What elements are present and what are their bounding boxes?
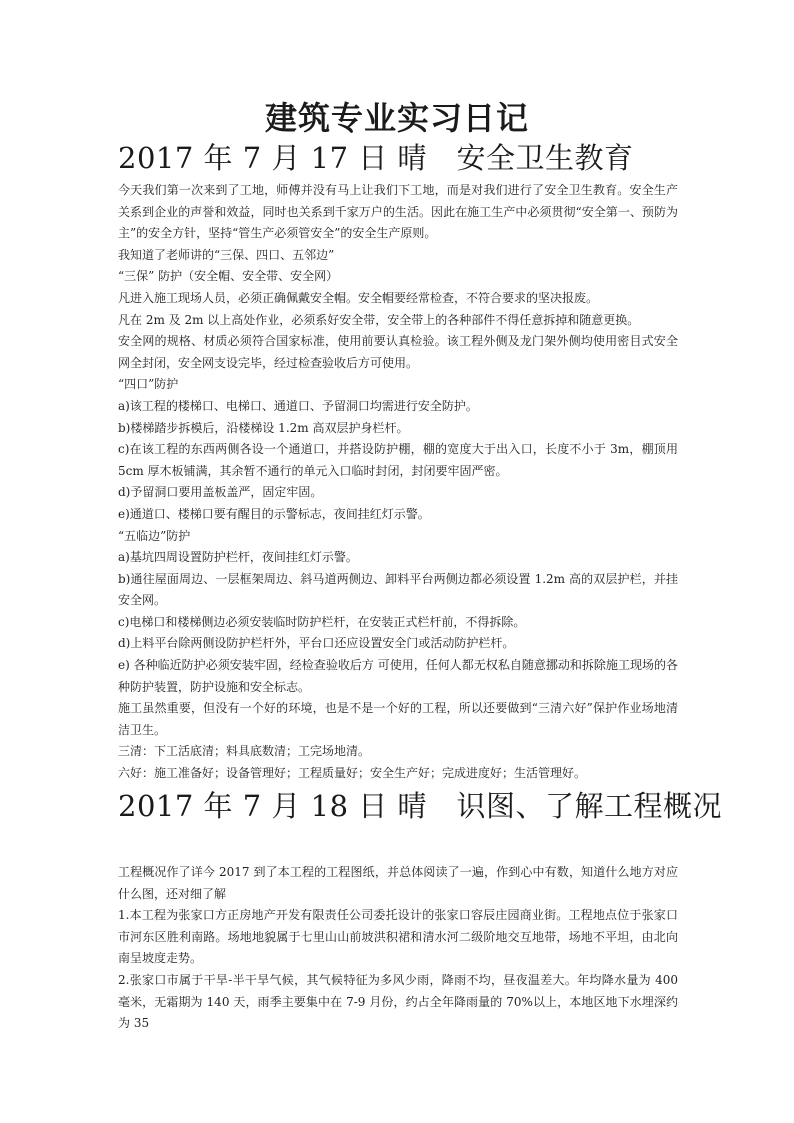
document-title: 建筑专业实习日记 (264, 99, 529, 137)
paragraph: 2.张家口市属于干旱-半干旱气候，其气候特征为多风少雨，降雨不均，昼夜温差大。年均降水量为 400 毫米，无霜期为 140 天，雨季主要集中在 7-9 月份，约占全年降雨量的 70%以上，本地区地下水埋深约为 35 (118, 972, 678, 1031)
paragraph: 工程概况作了详今 2017 到了本工程的工程图纸，并总体阅读了一遍，作到心中有数，知道什么地方对应什么图，还对细了解 (118, 865, 678, 901)
paragraph: 1.本工程为张家口方正房地产开发有限责任公司委托设计的张家口容辰庄园商业街。工程地点位于张家口市河东区胜利南路。场地地貌属于七里山山前坡洪积裙和清水河二级阶地交互地带，场地不平坦，由北向南呈坡度走势。 (118, 908, 678, 966)
paragraph: “三保” 防护（安全帽、安全带、安全网） (118, 269, 339, 284)
paragraph: d)予留洞口要用盖板盖严，固定牢固。 (118, 485, 323, 500)
paragraph: 施工虽然重要，但没有一个好的环境，也是不是一个好的工程，所以还要做到“三清六好”保护作业场地清洁卫生。 (118, 701, 678, 737)
entry-body-0718 (118, 862, 678, 1035)
paragraph: b)通往屋面周边、一层框架周边、斜马道两侧边、卸料平台两侧边都必须设置 1.2m 高的双层护栏，并挂安全网。 (118, 571, 678, 608)
paragraph: c)电梯口和楼梯侧边必须安装临时防护栏杆，在安装正式栏杆前，不得拆除。 (118, 614, 526, 629)
paragraph: 安全网的规格、材质必须符合国家标准，使用前要认真检验。该工程外侧及龙门架外侧均使用密目式安全网全封闭，安全网支设完毕，经过检查验收后方可使用。 (118, 334, 678, 370)
paragraph: c)在该工程的东西两侧各设一个通道口，并搭设防护棚，棚的宽度大于出入口，长度不小于 3m，棚顶用 5cm 厚木板铺满，其余暂不通行的单元入口临时封闭，封闭要牢固严密。 (118, 442, 678, 478)
entry-heading-0717: 2017 年 7 月 17 日 晴 安全卫生教育 (118, 141, 634, 175)
paragraph: e)通道口、楼梯口要有醒目的示警标志，夜间挂红灯示警。 (118, 506, 430, 521)
paragraph: d)上料平台除两侧设防护栏杆外，平台口还应设置安全门或活动防护栏杆。 (118, 636, 515, 651)
paragraph: 今天我们第一次来到了工地，师傅并没有马上让我们下工地，而是对我们进行了安全卫生教育。安全生产关系到企业的声誉和效益，同时也关系到千家万户的生活。因此在施工生产中必须贯彻“安全第一、预防为主”的安全方针，坚持“管生产必须管安全”的安全生产原则。 (118, 183, 678, 241)
paragraph: 六好：施工准备好；设备管理好；工程质量好；安全生产好；完成进度好；生活管理好。 (118, 766, 587, 781)
entry-heading-0718: 2017 年 7 月 18 日 晴 识图、了解工程概况 (118, 789, 722, 823)
paragraph: “四口”防护 (118, 377, 179, 392)
paragraph: b)楼梯踏步拆模后，沿楼梯设 1.2m 高双层护身栏杆。 (118, 420, 409, 435)
paragraph: 三清：下工活底清；料具底数清；工完场地清。 (118, 744, 371, 759)
paragraph: 凡进入施工现场人员，必须正确佩戴安全帽。安全帽要经常检查，不符合要求的坚决报废。 (118, 290, 599, 305)
paragraph: e) 各种临近防护必须安装牢固，经检查验收后方 可使用，任何人都无权私自随意挪动和拆除施工现场的各种防护装置，防护设施和安全标志。 (118, 658, 678, 694)
paragraph: a)该工程的楼梯口、电梯口、通道口、予留洞口均需进行安全防护。 (118, 398, 478, 413)
entry-body-0717 (118, 180, 678, 785)
paragraph: 我知道了老师讲的“三保、四口、五邻边” (118, 247, 335, 262)
paragraph: “五临边”防护 (118, 528, 191, 543)
paragraph: 凡在 2m 及 2m 以上高处作业，必须系好安全带，安全带上的各种部件不得任意拆掉和随意更换。 (118, 312, 640, 327)
paragraph: a)基坑四周设置防护栏杆，夜间挂红灯示警。 (118, 550, 358, 565)
